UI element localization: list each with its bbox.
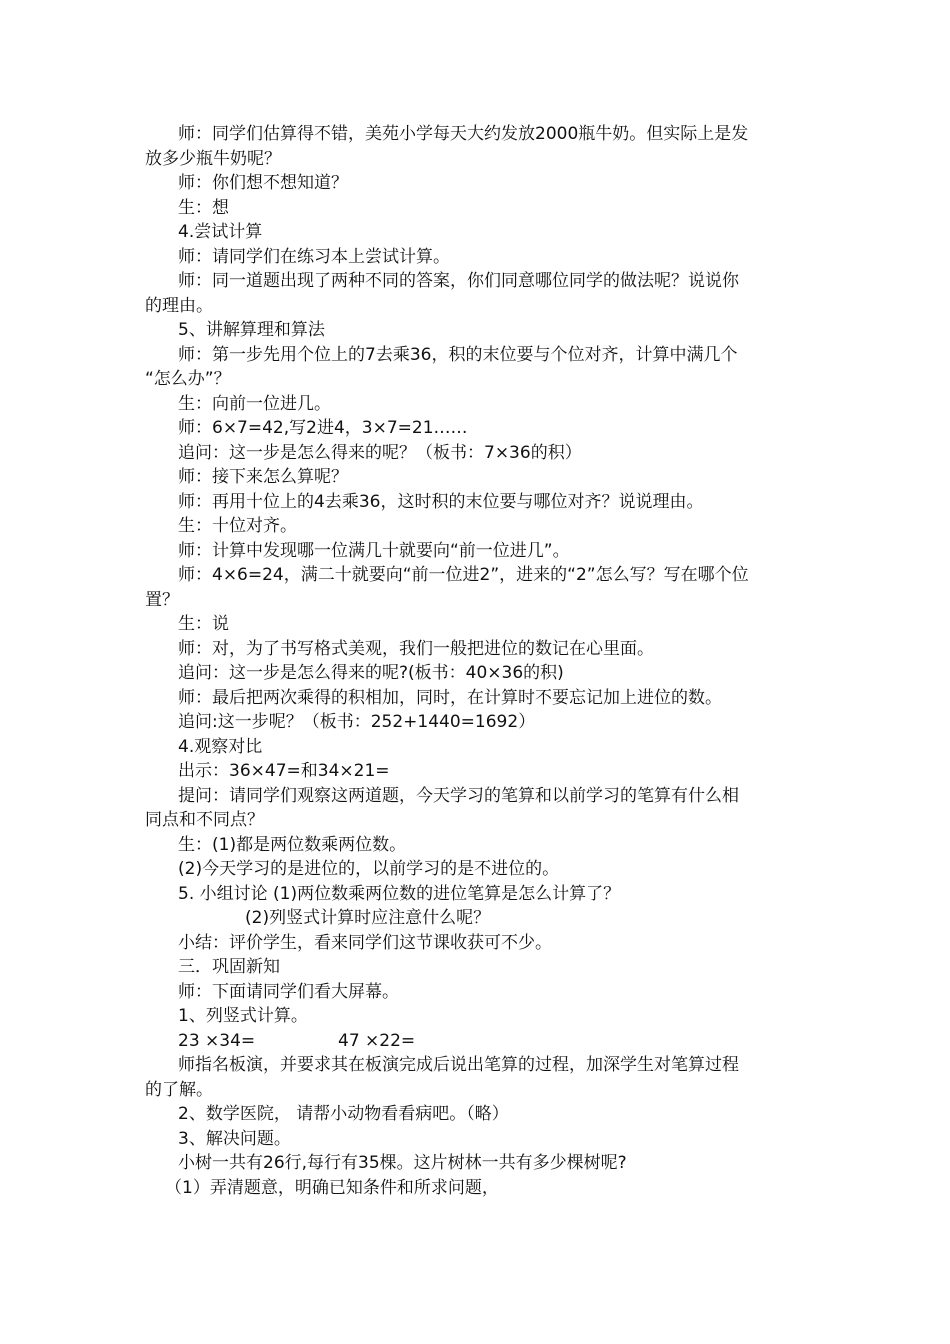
text-line: 1、列竖式计算。 [178,1006,308,1026]
text-line: 放多少瓶牛奶呢？ [145,148,281,169]
text-line: 师：你们想不想知道？ [178,173,348,193]
text-line: 出示：36×47=和34×21= [178,761,390,781]
text-line: 同点和不同点？ [145,810,264,830]
text-line: 3、解决问题。 [178,1128,291,1149]
text-line: (2)列竖式计算时应注意什么呢？ [245,908,491,928]
text-line: 生：向前一位进几。 [178,393,331,414]
text-line: 生：(1)都是两位数乘两位数。 [178,834,407,855]
text-line: 师：6×7=42,写2进4，3×7=21…… [178,418,468,438]
calculation-line [145,1029,810,1054]
text-line: 小树一共有26行,每行有35棵。这片树林一共有多少棵树呢? [178,1153,627,1173]
calculation-b: 47 ×22= [338,1030,416,1051]
section-heading: 5、讲解算理和算法 [178,320,325,340]
calculation-a: 23 ×34= [178,1030,256,1051]
text-line: 的了解。 [145,1079,213,1100]
text-line: 追问：这一步是怎么得来的呢？（板书：7×36的积） [178,442,582,463]
section-heading: 4.观察对比 [178,736,263,757]
text-line: 生：十位对齐。 [178,516,297,536]
text-line: 师：最后把两次乘得的积相加，同时，在计算时不要忘记加上进位的数。 [178,687,722,708]
text-line: 师：第一步先用个位上的7去乘36，积的末位要与个位对齐，计算中满几个 [178,344,738,365]
text-line: 生：说 [178,614,229,634]
text-line: 提问：请同学们观察这两道题，今天学习的笔算和以前学习的笔算有什么相 [178,785,739,806]
text-line: 师：请同学们在练习本上尝试计算。 [178,246,450,267]
text-line: 追问：这一步是怎么得来的呢?(板书：40×36的积) [178,663,564,683]
text-line: 师指名板演，并要求其在板演完成后说出笔算的过程，加深学生对笔算过程 [178,1055,739,1075]
text-line: 师：同一道题出现了两种不同的答案，你们同意哪位同学的做法呢？说说你 [178,271,739,291]
text-line: （1）弄清题意，明确已知条件和所求问题， [165,1177,499,1198]
text-line: 师：对，为了书写格式美观，我们一般把进位的数记在心里面。 [178,638,654,659]
section-heading: 4.尝试计算 [178,222,263,242]
lesson-plan-text [145,122,810,1200]
text-line: 生：想 [178,197,229,218]
text-line: 的理由。 [145,295,213,316]
text-line: 师：同学们估算得不错，美苑小学每天大约发放2000瓶牛奶。但实际上是发 [178,124,749,144]
text-line: 师：接下来怎么算呢？ [178,467,348,487]
text-line: 2、数学医院， 请帮小动物看看病吧。（略） [178,1104,509,1124]
text-line: 置？ [145,589,179,610]
text-line: 师：计算中发现哪一位满几十就要向“前一位进几”。 [178,540,570,561]
section-heading: 5. 小组讨论 (1)两位数乘两位数的进位笔算是怎么计算了？ [178,883,621,904]
text-line: 师：下面请同学们看大屏幕。 [178,981,399,1002]
text-line: 师：4×6=24，满二十就要向“前一位进2”，进来的“2”怎么写？写在哪个位 [178,565,749,585]
text-line: “怎么办”？ [145,369,231,389]
text-line: 追问:这一步呢？（板书：252+1440=1692） [178,712,536,732]
section-heading: 三．巩固新知 [178,957,280,977]
text-line: 师：再用十位上的4去乘36，这时积的末位要与哪位对齐？说说理由。 [178,491,704,512]
text-line: (2)今天学习的是进位的，以前学习的是不进位的。 [178,859,560,879]
text-line: 小结：评价学生，看来同学们这节课收获可不少。 [178,932,552,953]
